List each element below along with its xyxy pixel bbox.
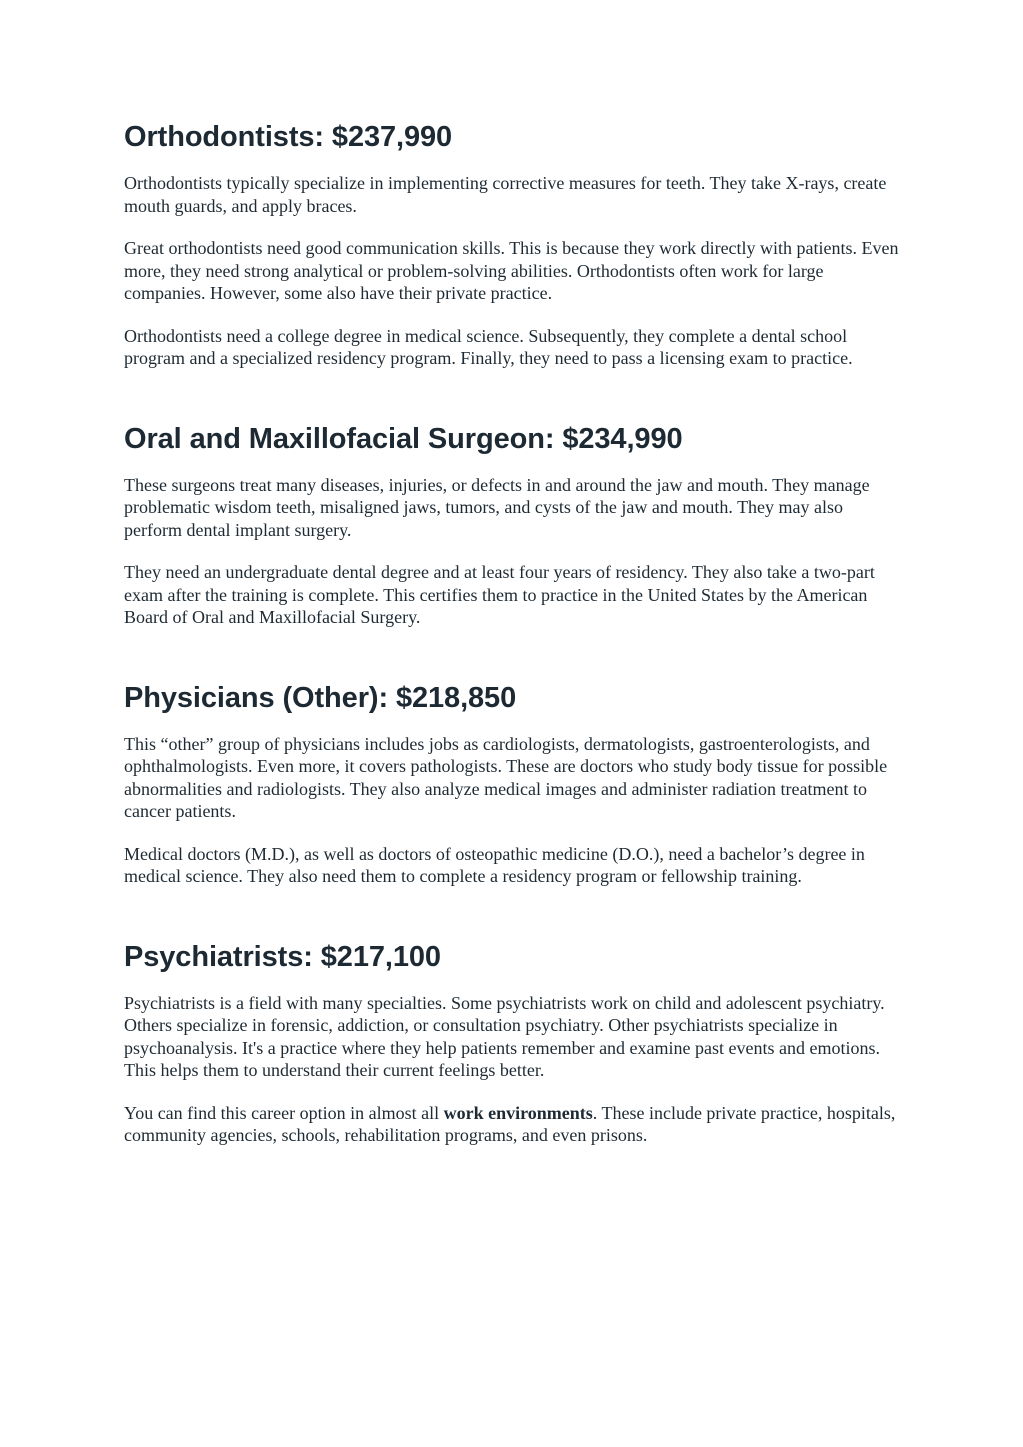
section-heading: Orthodontists: $237,990	[124, 121, 453, 153]
paragraph: This “other” group of physicians includes jobs as cardiologists, dermatologists, gastroenterologists, and ophthalmologists. Even more, it covers pathologists. These are doctors who study body tissue for possible abnormalities and radiologists. They also analyze medical images and administer radiation treatment to cancer patients.	[124, 733, 888, 821]
section-heading: Physicians (Other): $218,850	[124, 681, 517, 714]
paragraph: These surgeons treat many diseases, injuries, or defects in and around the jaw and mouth. They manage problematic wisdom teeth, misaligned jaws, tumors, and cysts of the jaw and mouth. They may also perform dental implant surgery.	[124, 474, 870, 540]
section-oral-maxillofacial-surgeon	[124, 422, 904, 629]
paragraph: Orthodontists need a college degree in medical science. Subsequently, they complete a dental school program and a specialized residency program. Finally, they need to pass a licensing exam to practice.	[124, 325, 853, 368]
section-physicians-other	[124, 681, 904, 888]
paragraph: They need an undergraduate dental degree and at least four years of residency. They also take a two-part exam after the training is complete. This certifies them to practice in the United States by the American Board of Oral and Maxillofacial Surgery.	[124, 562, 875, 627]
section-psychiatrists	[124, 940, 904, 1147]
text-run: You can find this career option in almost all	[124, 1102, 444, 1123]
section-heading: Oral and Maxillofacial Surgeon: $234,990	[124, 422, 683, 455]
document-page	[124, 120, 904, 1199]
paragraph-work-environments	[124, 1102, 904, 1147]
paragraph: Orthodontists typically specialize in implementing corrective measures for teeth. They take X-rays, create mouth guards, and apply braces.	[124, 173, 887, 216]
section-heading: Psychiatrists: $217,100	[124, 940, 441, 973]
paragraph: Medical doctors (M.D.), as well as doctors of osteopathic medicine (D.O.), need a bachelor’s degree in medical science. They also need them to complete a residency program or fellowship training.	[124, 843, 865, 886]
text-run: . These include private practice, hospitals, community agencies, schools, rehabilitation programs, and even prisons.	[124, 1102, 896, 1145]
bold-link-text-work-environments: work environments	[443, 1102, 593, 1123]
paragraph: Psychiatrists is a field with many specialties. Some psychiatrists work on child and adolescent psychiatry. Others specialize in forensic, addiction, or consultation psychiatry. Other psychiatrists specialize in psychoanalysis. It's a practice where they help patients remember and examine past events and emotions. This helps them to understand their current feelings better.	[124, 992, 885, 1080]
section-orthodontists	[124, 120, 904, 370]
paragraph: Great orthodontists need good communication skills. This is because they work directly with patients. Even more, they need strong analytical or problem-solving abilities. Orthodontists often work for large companies. However, some also have their private practice.	[124, 238, 899, 303]
